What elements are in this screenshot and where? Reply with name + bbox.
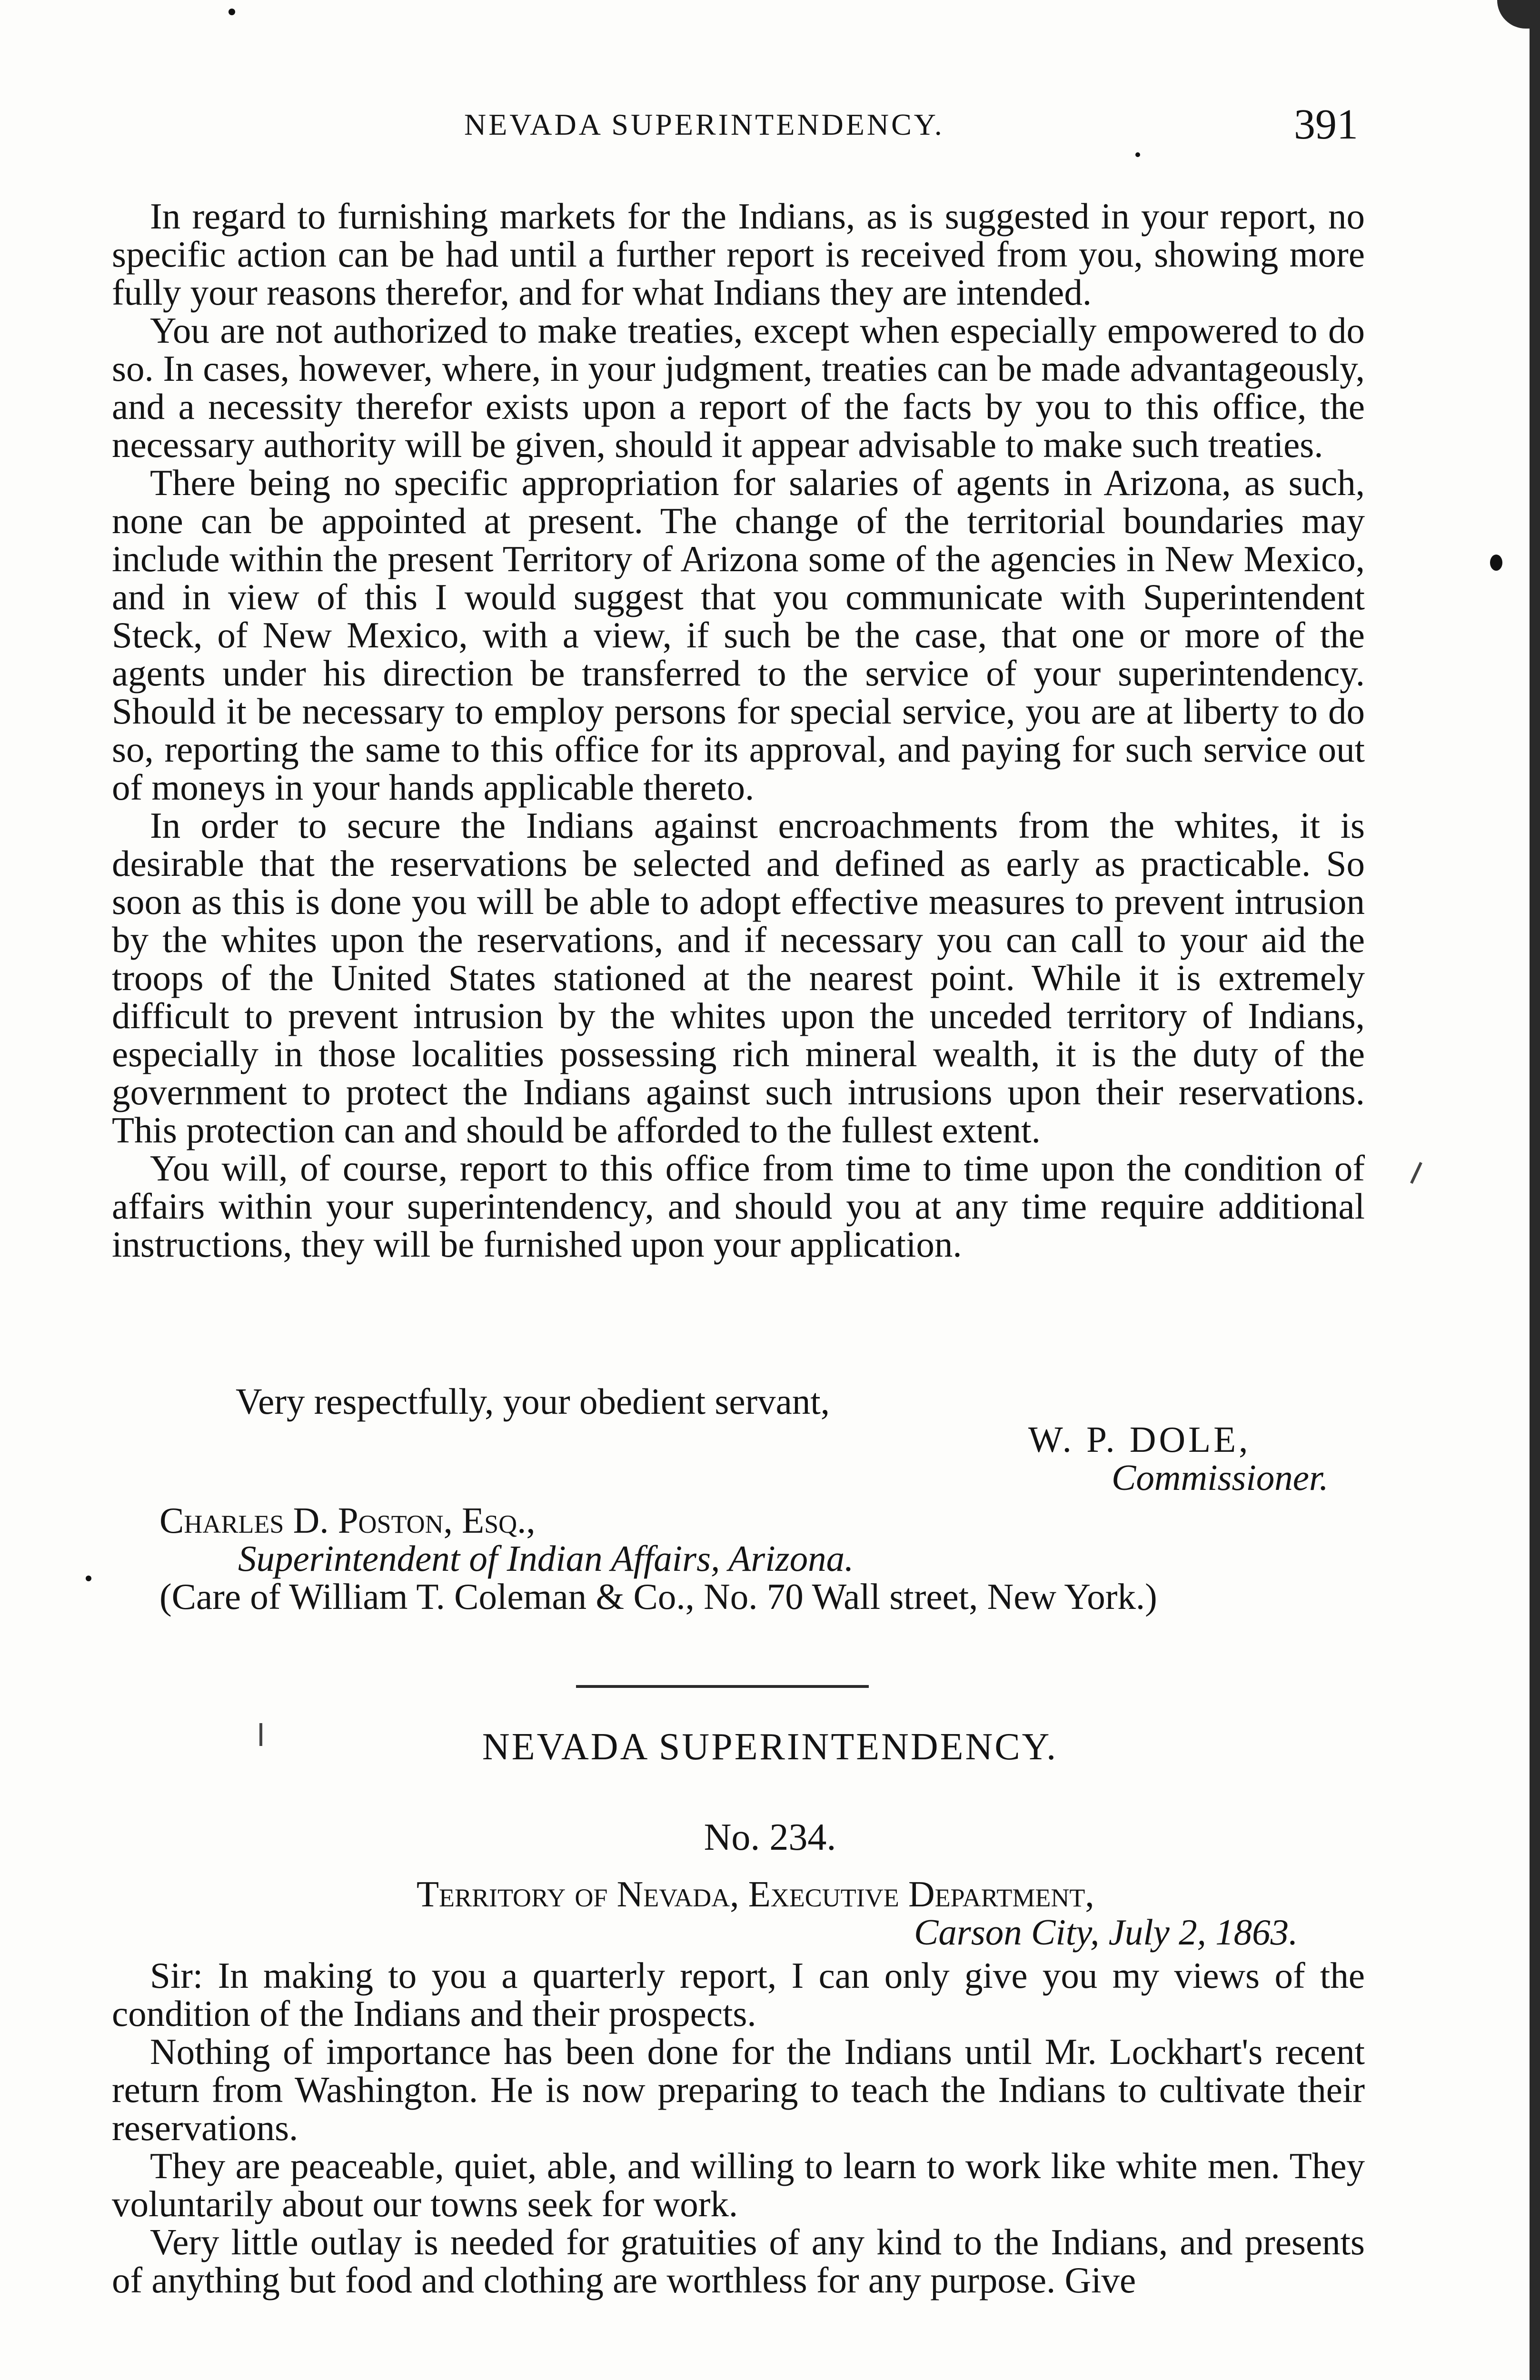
letter-closing: Very respectfully, your obedient servant,: [236, 1381, 830, 1422]
dateline-place: Territory of Nevada, Executive Department,: [417, 1874, 1094, 1914]
scan-corner: [1497, 0, 1540, 29]
letter-body: [112, 197, 1365, 1263]
paragraph: In regard to furnishing markets for the Indians, as is suggested in your report, no specific action can be had until a further report is received from you, showing more fully your reasons therefor, and for what Indians they are intended.: [112, 196, 1365, 313]
paragraph: Sir: In making to you a quarterly report, I can only give you my views of the condition of the Indians and their prospects.: [112, 1955, 1365, 2034]
report-body: [112, 1956, 1365, 2299]
paragraph: There being no specific appropriation for salaries of agents in Arizona, as such, none can be appointed at present. The change of the territorial boundaries may include within the present Territory of Arizona some of the agencies in New Mexico, and in view of this I would suggest that you communicate with Superintendent Steck, of New Mexico, with a view, if such be the case, that one or more of the agents under his direction be transferred to the service of your superintendency. Should it be necessary to employ persons for special service, you are at liberty to do so, reporting the same to this office for its approval, and paying for such service out of moneys in your hands applicable thereto.: [112, 462, 1365, 808]
addressee-name: Charles D. Poston, Esq.,: [159, 1500, 536, 1541]
paragraph: In order to secure the Indians against encroachments from the whites, it is desirable that the reservations be selected and defined as early as practicable. So soon as this is done you will be able to adopt effective measures to prevent intrusion by the whites upon the reservations, and if necessary you can call to your aid the troops of the United States stationed at the nearest point. While it is extremely difficult to prevent intrusion by the whites upon the unceded territory of Indians, especially in those localities possessing rich mineral wealth, it is the duty of the government to protect the Indians against such intrusions upon their reservations. This protection can and should be afforded to the fullest extent.: [112, 805, 1365, 1150]
scan-speck: [1490, 555, 1502, 571]
paragraph: Nothing of importance has been done for the Indians until Mr. Lockhart's recent return from Washington. He is now preparing to teach the Indians to cultivate their reservations.: [112, 2031, 1365, 2148]
scan-speck: [86, 1576, 91, 1581]
document-number: No. 234.: [704, 1816, 836, 1858]
paragraph: Very little outlay is needed for gratuities of any kind to the Indians, and presents of anything but food and clothing are worthless for any purpose. Give: [112, 2221, 1365, 2301]
margin-mark: [259, 1723, 262, 1746]
scan-speck: [1135, 152, 1140, 157]
running-head: NEVADA SUPERINTENDENCY.: [464, 108, 944, 141]
margin-mark: [1410, 1162, 1422, 1184]
page-number: 391: [1294, 101, 1358, 148]
section-divider: [576, 1685, 869, 1688]
scan-speck: [229, 9, 235, 15]
addressee-care-of: (Care of William T. Coleman & Co., No. 70 Wall street, New York.): [159, 1576, 1157, 1617]
section-title: NEVADA SUPERINTENDENCY.: [482, 1726, 1058, 1768]
paragraph: They are peaceable, quiet, able, and willing to learn to work like white men. They voluntarily about our towns seek for work.: [112, 2145, 1365, 2224]
scan-edge: [1530, 0, 1540, 2380]
dateline-date: Carson City, July 2, 1863.: [914, 1912, 1298, 1953]
paragraph: You are not authorized to make treaties, except when especially empowered to do so. In cases, however, where, in your judgment, treaties can be made advantageously, and a necessity therefor exists upon a report of the facts by you to this office, the necessary authority will be given, should it appear advisable to make such treaties.: [112, 310, 1365, 465]
addressee-office: Superintendent of Indian Affairs, Arizona.: [238, 1538, 854, 1579]
signer-title: Commissioner.: [1112, 1457, 1329, 1498]
paragraph: You will, of course, report to this office from time to time upon the condition of affairs within your superintendency, and should you at any time require additional instructions, they will be furnished upon your application.: [112, 1148, 1365, 1265]
signer-name: W. P. DOLE,: [1028, 1419, 1251, 1460]
